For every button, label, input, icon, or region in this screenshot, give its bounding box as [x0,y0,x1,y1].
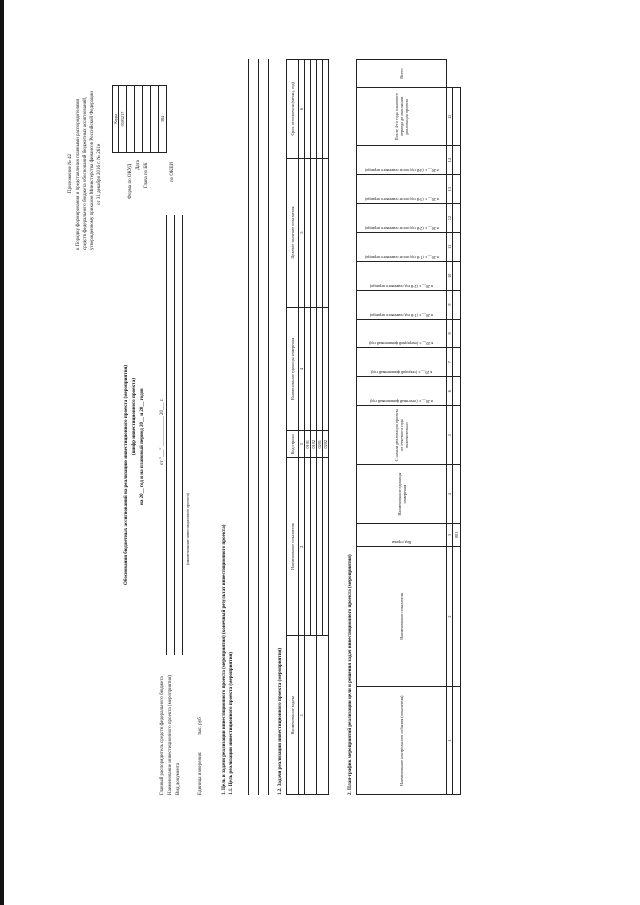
t2-col-since: С начала реализации проекта по отчетного года включительно [357,406,447,465]
t2-year-4: в 20__ г. (1-й год планового периода) [370,312,433,318]
table-row [453,687,461,795]
t2-year-3: в 20__ г. (очередной финансовый год) [369,341,434,347]
project-line [174,215,175,655]
t1-col-code: Код строки [287,431,299,458]
codes-header: Коды [113,86,119,153]
t2-num-9: 9 [447,290,453,319]
section1-sub: 1.1. Цель реализации инвестиционного проекта (мероприятия) [229,652,234,795]
table-row [453,146,461,175]
appendix-line-2: к Порядку формирования и представления главными распорядителями [76,98,81,250]
t2-num-12: 12 [447,204,453,233]
task-cell-2 [317,636,329,795]
t1-col-unit: Наименование единицы измерения [287,307,299,431]
codes-okei-label: по ОКЕИ [170,161,175,182]
t2-col-code: Код строки [391,539,412,545]
t2-year-8: в 20__ г. (3-й год после планового периода) [364,197,439,203]
t2-num-4: 4 [447,465,453,524]
field-unit-label: Единица измерения: [198,751,203,795]
goal-line-2 [258,59,259,795]
field-manager: Главный распорядитель средств федерального бюджета [160,676,165,795]
codes-blank-2 [151,86,159,153]
t1-num-2: 2 [299,458,305,636]
t2-num-1: 1 [447,687,453,795]
field-unit-value: тыс. руб [198,717,203,735]
table-row [453,88,461,146]
t2-year-9: в 20__ г. (4-й год после планового периода) [364,168,439,174]
field-doc-type: Вид документа [176,762,181,795]
section1-title: 1. Цель и задачи реализации инвестиционного проекта (мероприятия) (конечный результат инвестиционного проекта) [222,524,227,795]
table-row [453,204,461,233]
t2-year-1: в 20__ г. (отчетный финансовый год) [370,399,433,405]
t2-year-2: в 20__ г. (текущий финансовый год) [370,370,433,376]
table-row [453,377,461,406]
t1-col-target: Целевое значение показателя [287,158,299,307]
table-row [453,406,461,465]
table-row [323,458,329,636]
codes-table [112,85,167,153]
table-row [453,319,461,348]
table-row [453,290,461,319]
manager-line [166,215,167,655]
t2-col-event: Наименование контрольного события (показателя) [357,687,447,795]
t1-code-0101: 0101 [305,431,311,458]
t2-col-total: Всего [357,60,447,88]
t2-year-6: в 20__ г. (1-й год после планового периода) [364,254,439,260]
t2-num-13: 13 [447,175,453,204]
appendix-line-1: Приложение № 42 [68,153,73,193]
tasks-num: 1 [299,636,305,795]
plan-table [356,59,461,795]
t2-num-14: 14 [447,146,453,175]
goal-line-1 [248,59,249,795]
table-row [453,348,461,377]
codes-form-code: 0505217 [119,86,127,153]
codes-chapter-label: Глава по БК [144,162,149,188]
codes-blank-1 [143,86,151,153]
tasks-col-task: Наименование задачи [287,636,299,795]
form-title: Обоснования бюджетных ассигнований на реализацию инвестиционного проекта (мероприятия) [124,365,129,585]
t2-num-6: 6 [447,377,453,406]
t2-col-unit: Наименование единицы измерения [357,465,447,524]
table-row [323,158,329,307]
t1-col-term: Срок исполнения (месяц, год) [287,60,299,159]
table-row [453,261,461,290]
table-row [453,175,461,204]
t1-code-0202: 0202 [323,431,329,458]
tasks-table [286,59,329,795]
section2-title: 2. План-график мероприятий реализации цели и решения задач инвестиционного проекта (мероприятия) [348,554,353,795]
t2-col-indicator: Наименование показателя [357,546,447,687]
table-row [453,232,461,261]
t2-num-3: 3 [447,524,453,546]
t2-col-after: После 4-го года планового периода до окончания реализации проекта [357,88,447,146]
t2-num-15: 15 [447,88,453,146]
t2-row-code: 001 [453,524,461,546]
t1-col-indicator: Наименование показателя [287,458,299,636]
t1-num-4: 4 [299,307,305,431]
appendix-line-3: средств федерального бюджета обоснований бюджетных ассигнований, [83,96,88,250]
table-row [323,60,329,159]
t2-num-11: 11 [447,232,453,261]
table-row [453,546,461,687]
t2-num-7: 7 [447,348,453,377]
table-row [323,307,329,431]
section12-title: 1.2. Задачи реализации инвестиционного проекта (мероприятия) [278,647,283,795]
field-project-name: Наименование инвестиционного проекта (мероприятия) [168,675,173,795]
task-cell-1 [305,636,317,795]
appendix-line-4: утвержденному приказом Министерства финансов Российской Федерации [90,91,95,250]
project-caption: (наименование инвестиционного проекта) [185,492,190,565]
form-period: на 20__ год и на плановый период 20__ и 20__ годов [140,388,145,505]
t2-num-10: 10 [447,261,453,290]
appendix-line-5: от 31 декабря 2016 г. № 261н [97,143,102,205]
t1-code-0201: 0201 [317,431,323,458]
t1-num-5: 5 [299,158,305,307]
t2-year-5: в 20__ г. (2-й год планового периода) [370,283,433,289]
codes-date-cell [127,86,135,153]
t2-num-5: 5 [447,406,453,465]
codes-form-label: Форма по ОКУД [128,163,133,199]
form-date: от "___" ____________ 20___ г. [160,398,165,465]
t2-num-2: 2 [447,546,453,687]
codes-chapter-cell [135,86,143,153]
table-row [453,465,461,524]
t2-num-8: 8 [447,319,453,348]
form-subtitle: (шифр инвестиционного проекта) [132,378,137,455]
t2-year-7: в 20__ г. (2-й год после планового периода) [364,225,439,231]
t1-num-3: 3 [299,431,305,458]
t1-num-6: 6 [299,60,305,159]
codes-okei-code: 384 [159,86,167,153]
goal-line-3 [268,59,269,795]
t1-code-0102: 0102 [311,431,317,458]
codes-date-label: Дата [136,160,141,170]
doctype-line [182,215,183,655]
